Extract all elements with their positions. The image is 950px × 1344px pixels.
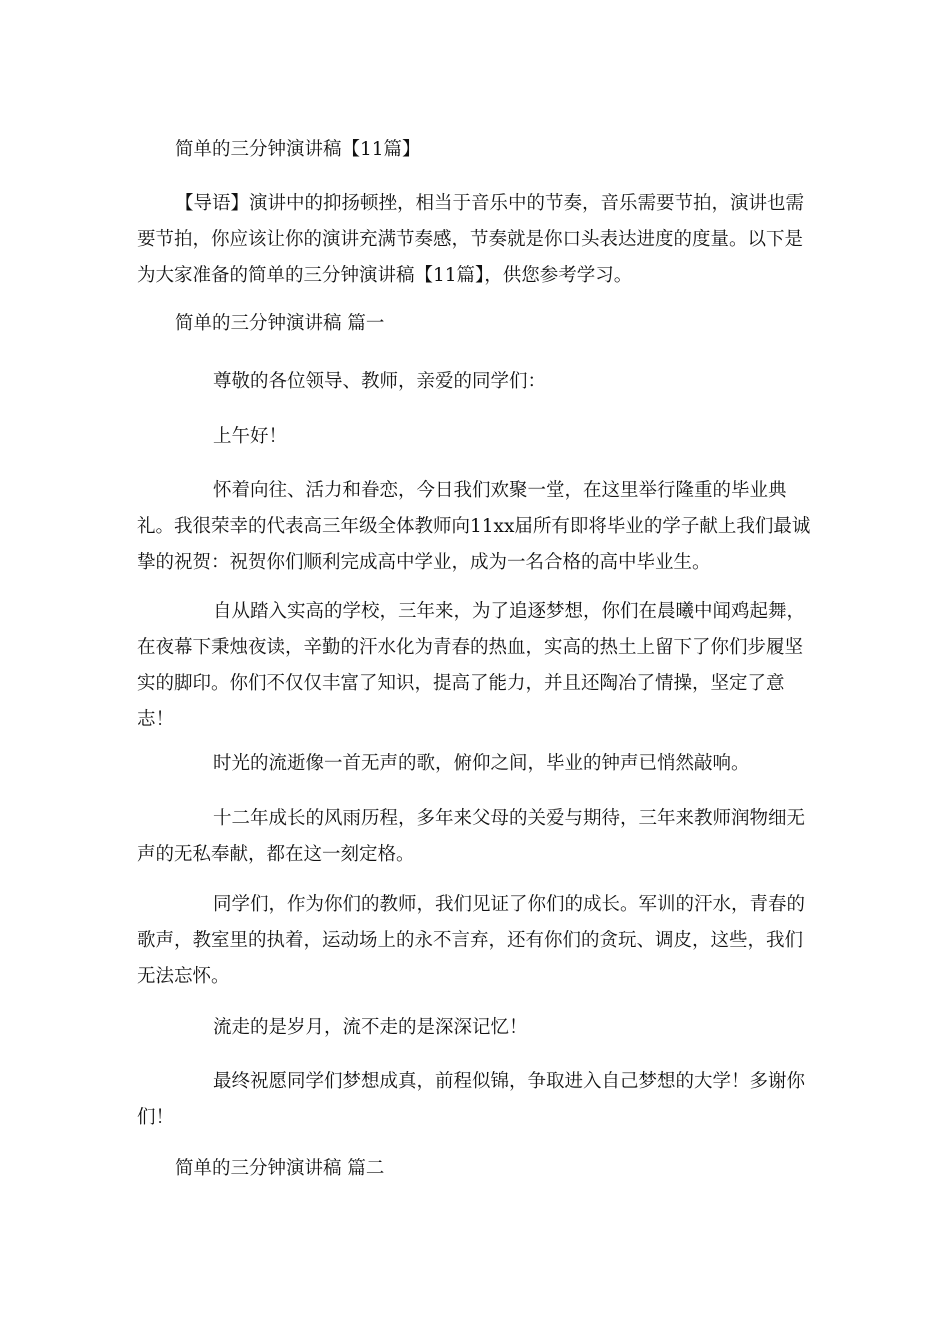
section-heading-2: 简单的三分钟演讲稿 篇二: [175, 1158, 385, 1179]
document-title: 简单的三分钟演讲稿【11篇】: [175, 139, 421, 160]
body-paragraph-5: 同学们，作为你们的教师，我们见证了你们的成长。军训的汗水，青春的歌声，教室里的执着，运动场上的永不言弃，还有你们的贪玩、调皮，这些，我们无法忘怀。: [137, 894, 806, 987]
body-paragraph-6: 流走的是岁月，流不走的是深深记忆！: [213, 1017, 528, 1038]
greeting: 上午好！: [213, 426, 288, 447]
body-paragraph-2: 自从踏入实高的学校，三年来，为了追逐梦想，你们在晨曦中闻鸡起舞，在夜幕下秉烛夜读，辛勤的汗水化为青春的热血，实高的热土上留下了你们步履坚实的脚印。你们不仅仅丰富了知识，提高了能力，并且还陶冶了情操，坚定了意志！: [137, 601, 806, 730]
body-paragraph-4: 十二年成长的风雨历程，多年来父母的关爱与期待，三年来教师润物细无声的无私奉献，都在这一刻定格。: [137, 808, 806, 865]
section-heading-1: 简单的三分钟演讲稿 篇一: [175, 313, 385, 334]
body-paragraph-7: 最终祝愿同学们梦想成真，前程似锦，争取进入自己梦想的大学！多谢你们！: [137, 1071, 806, 1128]
salutation: 尊敬的各位领导、教师，亲爱的同学们：: [213, 371, 547, 392]
intro-paragraph: 【导语】演讲中的抑扬顿挫，相当于音乐中的节奏，音乐需要节拍，演讲也需要节拍，你应该让你的演讲充满节奏感，节奏就是你口头表达进度的度量。以下是为大家准备的简单的三分钟演讲稿【11篇】，供您参考学习。: [137, 193, 805, 286]
body-paragraph-3: 时光的流逝像一首无声的歌，俯仰之间，毕业的钟声已悄然敲响。: [213, 753, 750, 774]
body-paragraph-1: 怀着向往、活力和眷恋，今日我们欢聚一堂，在这里举行隆重的毕业典礼。我很荣幸的代表高三年级全体教师向11xx届所有即将毕业的学子献上我们最诚挚的祝贺：祝贺你们顺利完成高中学业，成为一名合格的高中毕业生。: [137, 480, 811, 573]
